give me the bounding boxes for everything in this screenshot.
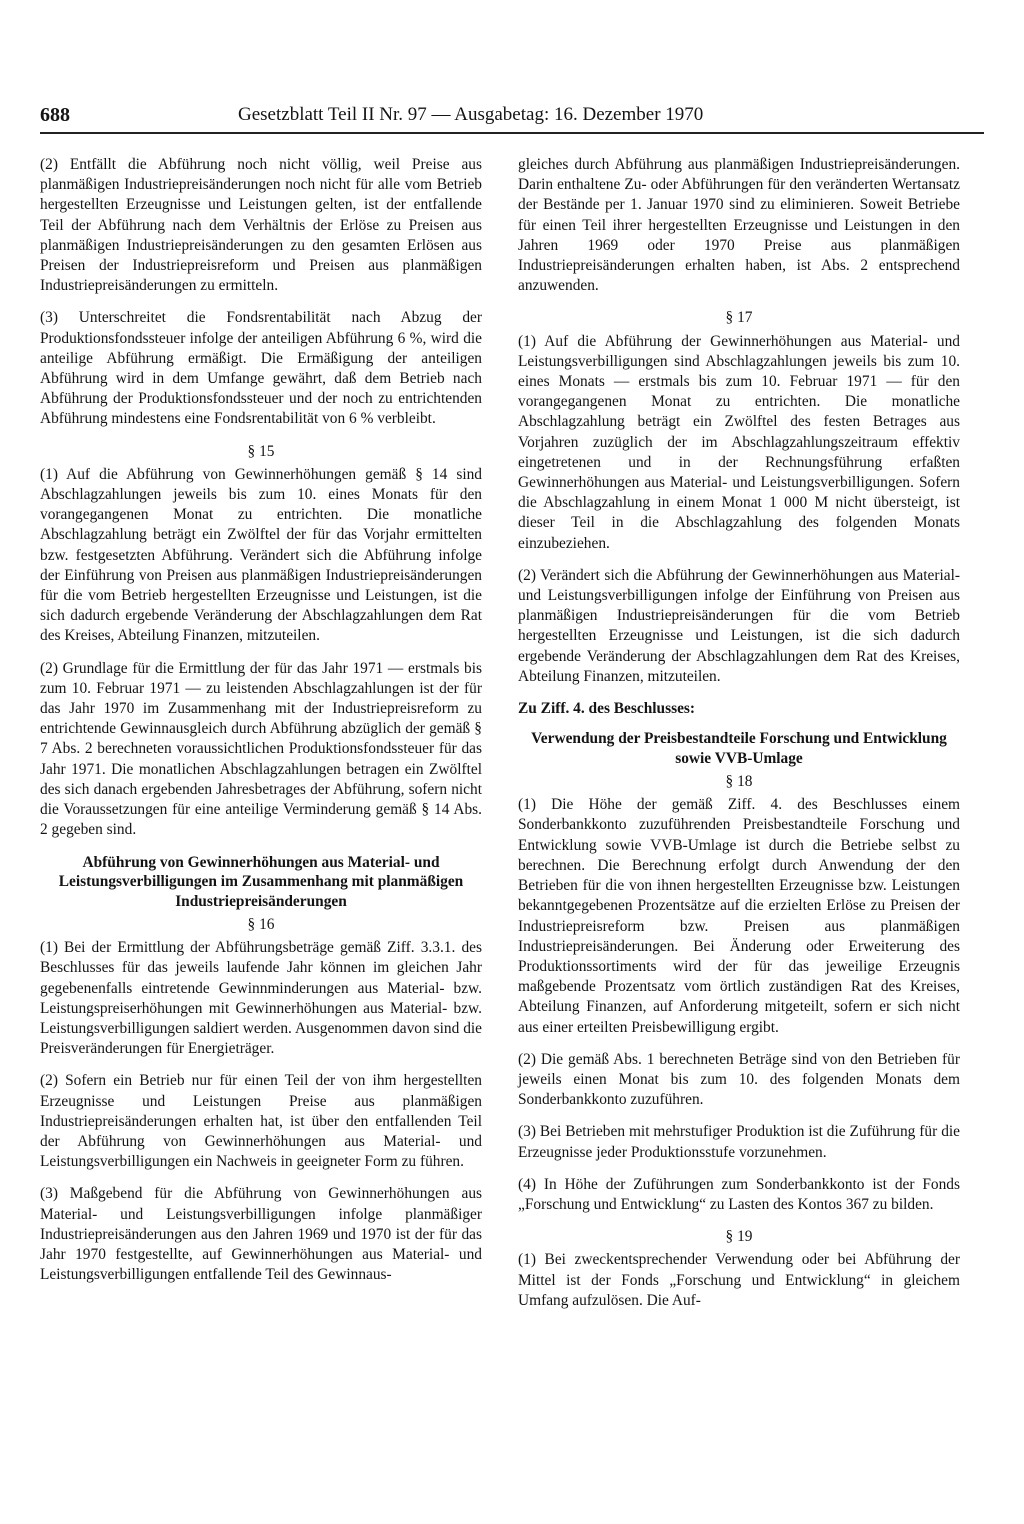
paragraph-16-1: (1) Bei der Ermittlung der Abführungsbeträge gemäß Ziff. 3.3.1. des Beschlusses für das jeweils laufende Jahr können im gleichen Jahr gegebenenfalls eintretende Gewinnminderungen aus Material- bzw. Leistungspreiserhöhungen mit Gewinnerhöhungen aus Material- bzw. Leistungsverbilligungen saldiert werden. Ausgenommen davon sind die Preisveränderungen für Energieträger. xyxy=(40,939,482,1058)
right-column xyxy=(518,155,960,1311)
heading-section-16: Abführung von Gewinnerhöhungen aus Material- und Leistungsverbilligungen im Zusammenhang mit planmäßigen Industriepreisänderungen xyxy=(58,853,464,910)
paragraph-16-2: (2) Sofern ein Betrieb nur für einen Teil der von ihm hergestellten Erzeugnisse und Leistungen Preise aus planmäßigen Industriepreisänderungen erhalten hat, ist über den entfallenden Teil der Abführung von Gewinnerhöhungen aus Material- und Leistungsverbilligungen ein Nachweis in geeigneter Form zu führen. xyxy=(40,1072,482,1171)
paragraph-15-2: (2) Grundlage für die Ermittlung der für das Jahr 1971 — erstmals bis zum 10. Februar 1971 — zu leistenden Abschlagzahlungen ist der für das Jahr 1970 im Zusammenhang mit der Industriepreisreform zu entrichtende Gewinnausgleich durch Abführung abzüglich der gemäß § 7 Abs. 2 berechneten voraussichtlichen Produktionsfondssteuer für das Jahr 1971. Die monatlichen Abschlagzahlungen betragen ein Zwölftel des sich danach ergebenden Jahresbetrages der Abführung, sofern nicht die Voraussetzungen für eine anteilige Verminderung gemäß § 14 Abs. 2 gegeben sind. xyxy=(40,659,482,839)
running-title: Gesetzblatt Teil II Nr. 97 — Ausgabetag: 16. Dezember 1970 xyxy=(238,104,704,125)
paragraph-17-2: (2) Verändert sich die Abführung der Gewinnerhöhungen aus Material- und Leistungsverbilligungen infolge der Einführung von Preisen aus planmäßigen Industriepreisänderungen für die vom Betrieb hergestellten Erzeugnisse und Leistungen, ist die sich dadurch ergebende Veränderung der Abschlagzahlungen dem Rat des Kreises, Abteilung Finanzen, mitzuteilen. xyxy=(518,566,960,685)
section-17-title: § 17 xyxy=(725,309,753,327)
section-18-title: § 18 xyxy=(725,773,753,791)
paragraph-18-1: (1) Die Höhe der gemäß Ziff. 4. des Beschlusses einem Sonderbankkonto zuzuführenden Preisbestandteile Forschung und Entwicklung sowie VVB-Umlage ist durch die Betriebe selbst zu berechnen. Die Berechnung erfolgt durch Anwendung der den Betrieben für die von ihnen hergestellten Erzeugnisse bzw. Leistungen bekanntgegebenen Prozentsätze auf die erzielten Erlöse zu Preisen der Industriepreisreform bzw. Preisen aus planmäßigen Industriepreisänderungen. Bei Änderung oder Erweiterung des Produktionssortiments wird der für das jeweilige Erzeugnis maßgebende Prozentsatz vom örtlich zuständigen Rat des Kreises, Abteilung Finanzen, auf Anforderung mitgeteilt, sofern er sich nicht aus einer erteilten Preisbewilligung ergibt. xyxy=(518,796,960,1036)
section-19-title: § 19 xyxy=(725,1228,753,1246)
paragraph-14-3: (3) Unterschreitet die Fondsrentabilität nach Abzug der Produktionsfondssteuer infolge der anteiligen Abführung 6 %, wird die anteilige Abführung ermäßigt. Die Ermäßigung der anteiligen Abführung wird in dem Umfange gewährt, daß dem Betrieb nach Abführung der Produktionsfondssteuer und der noch zu entrichtenden Abführung mindestens eine Fondsrentabilität von 6 % verbleibt. xyxy=(40,309,482,428)
ziffer-4-label: Zu Ziff. 4. des Beschlusses: xyxy=(518,700,696,718)
page-header xyxy=(40,100,984,134)
paragraph-18-3: (3) Bei Betrieben mit mehrstufiger Produktion ist die Zuführung für die Erzeugnisse jeder Produktionsstufe vorzunehmen. xyxy=(518,1123,960,1161)
paragraph-18-2: (2) Die gemäß Abs. 1 berechneten Beträge sind von den Betrieben für jeweils einen Monat bis zum 10. des folgenden Monats dem Sonderbankkonto zuzuführen. xyxy=(518,1050,960,1109)
heading-section-18: Verwendung der Preisbestandteile Forschung und Entwicklung sowie VVB-Umlage xyxy=(531,730,947,767)
paragraph-19-1: (1) Bei zweckentsprechender Verwendung oder bei Abführung der Mittel ist der Fonds „Forschung und Entwicklung“ in gleichem Umfang aufzulösen. Die Auf- xyxy=(518,1251,960,1309)
left-column xyxy=(40,155,482,1285)
paragraph-17-1: (1) Auf die Abführung der Gewinnerhöhungen aus Material- und Leistungsverbilligungen sind Abschlagzahlungen jeweils bis zum 10. eines Monats — erstmals bis zum 10. Februar 1971 — für den vorangegangenen Monat zu entrichten. Die monatliche Abschlagzahlung beträgt ein Zwölftel des festen Betrages aus Vorjahren zuzüglich der im Abschlagzahlungszeitraum effektiv eingetretenen und in der Rechnungsführung erfaßten Gewinnerhöhungen aus Material- und Leistungsverbilligungen. Sofern die Abschlagzahlung in einem Monat 1 000 M nicht übersteigt, ist dieser Teil in die Abschlagzahlung des folgenden Monats einzubeziehen. xyxy=(518,332,960,552)
section-16-title: § 16 xyxy=(247,916,275,933)
paragraph-15-1: (1) Auf die Abführung von Gewinnerhöhungen gemäß § 14 sind Abschlagzahlungen jeweils bis zum 10. eines Monats für den vorangegangenen Monat zu entrichten. Die monatliche Abschlagzahlung beträgt ein Zwölftel der für das Vorjahr ermittelten bzw. festgesetzten Abführung. Verändert sich die Abführung infolge der Einführung von Preisen aus planmäßigen Industriepreisänderungen für die vom Betrieb hergestellten Erzeugnisse und Leistungen, ist die sich dadurch ergebende Veränderung der Abschlagzahlungen dem Rat des Kreises, Abteilung Finanzen, mitzuteilen. xyxy=(40,465,482,645)
paragraph-16-3: (3) Maßgebend für die Abführung von Gewinnerhöhungen aus Material- und Leistungsverbilligungen infolge planmäßiger Industriepreisänderungen aus den Jahren 1969 und 1970 ist der für das Jahr 1970 festgestellte, auf Gewinnerhöhungen aus Material- und Leistungsverbilligungen entfallende Teil des Gewinnaus- xyxy=(40,1185,482,1284)
paragraph-16-3-continued: gleiches durch Abführung aus planmäßigen Industriepreisänderungen. Darin enthaltene Zu- oder Abführungen für den veränderten Wertansatz der Bestände per 1. Januar 1970 sind zu eliminieren. Soweit Betriebe für einen Teil ihrer hergestellten Erzeugnisse und Leistungen in den Jahren 1969 oder 1970 Preise aus planmäßigen Industriepreisänderungen erhalten haben, ist Abs. 2 entsprechend anzuwenden. xyxy=(518,156,960,295)
paragraph-14-2: (2) Entfällt die Abführung noch nicht völlig, weil Preise aus planmäßigen Industriepreisänderungen noch nicht für alle vom Betrieb hergestellten Erzeugnisse und Leistungen gelten, ist der entfallende Teil der Abführung nach dem Verhältnis der Erlöse zu Preisen aus planmäßigen Industriepreisänderungen zu den gesamten Erlösen aus Preisen der Industriepreisreform und Preisen aus planmäßigen Industriepreisänderungen zu ermitteln. xyxy=(40,156,482,295)
page-number: 688 xyxy=(40,104,70,126)
paragraph-18-4: (4) In Höhe der Zuführungen zum Sonderbankkonto ist der Fonds „Forschung und Entwicklung“ zu Lasten des Kontos 367 zu bilden. xyxy=(518,1175,960,1213)
section-15-title: § 15 xyxy=(247,442,275,460)
